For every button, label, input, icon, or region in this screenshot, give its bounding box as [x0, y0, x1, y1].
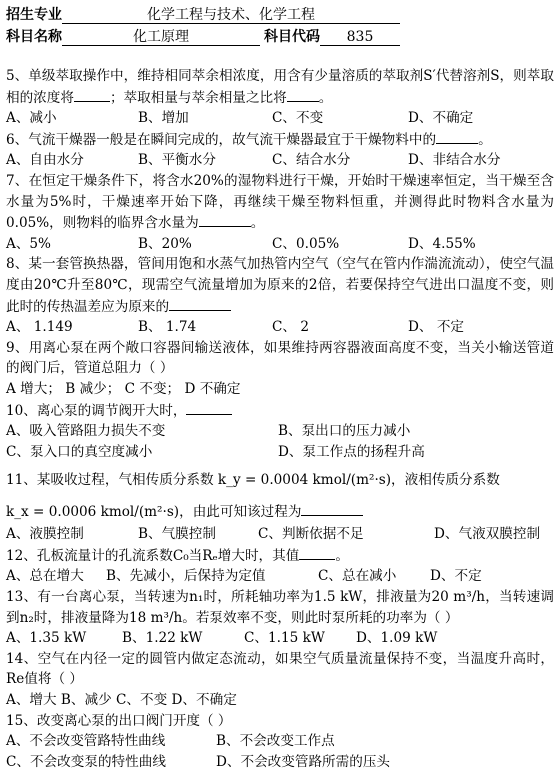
answer-blank [74, 87, 110, 102]
options-12: A、总在增大 B、先减小，后保持为定值 C、总在减小 D、不定 [6, 568, 482, 585]
code-label: 科目代码 [264, 29, 320, 45]
options-5: A、减小 B、增加 C、不变 D、不确定 [6, 110, 474, 127]
header-subject-row [6, 28, 400, 46]
options-11: A、液膜控制 B、气膜控制 C、判断依据不足 D、气液双膜控制 [6, 526, 541, 543]
question-9: 9、用离心泵在两个敞口容器间输送液体，如果维持两容器液面高度不变，当关小输送管道的阀门后，管道总阻力（ ） [6, 339, 554, 377]
question-13: 13、有一台离心泵，当转速为n₁时，所耗轴功率为1.5 kW，排液量为20 m³/h，当转速调到n₂时，排液量降为18 m³/h。若泵效率不变，则此时泵所耗的功率为（ ） [6, 589, 554, 626]
options-15-row1: A、不会改变管路特性曲线 B、不会改变工作点 [6, 733, 335, 750]
options-6: A、自由水分 B、平衡水分 C、结合水分 D、非结合水分 [6, 152, 501, 169]
code-value: 835 [320, 29, 400, 46]
major-label: 招生专业 [6, 7, 62, 23]
answer-blank [199, 212, 251, 227]
question-7: 7、在恒定干燥条件下，将含水20%的湿物料进行干燥，开始时干燥速率恒定，当干燥至含水量为5%时，干燥速率开始下降，再继续干燥至物料恒重，并测得此时物料含水量为0.05%，则物料的临界含水量为 。 [6, 172, 554, 232]
answer-blank [436, 129, 478, 144]
question-8: 8、某一套管换热器，管间用饱和水蒸气加热管内空气（空气在管内作湍流流动），使空气温度由20℃升至80℃，现需空气流量增加为原来的2倍，若要保持空气进出口温度不变，则此时的传热温差应为原来的 [6, 256, 554, 315]
answer-blank [186, 400, 232, 415]
question-15: 15、改变离心泵的出口阀门开度（ ） [6, 712, 232, 729]
options-14: A、增大 B、减少 C、不变 D、不确定 [6, 692, 237, 709]
answer-blank [287, 87, 319, 102]
options-9: A 增大； B 减少； C 不变； D 不确定 [6, 380, 241, 397]
options-8: A、 1.149 B、 1.74 C、 2 D、 不定 [6, 319, 465, 336]
question-list [6, 66, 554, 772]
options-13: A、1.35 kW B、1.22 kW C、1.15 kW D、1.09 kW [6, 630, 438, 647]
header-major-row [6, 6, 400, 24]
question-14: 14、空气在内径一定的圆管内做定态流动，如果空气质量流量保持不变，当温度升高时，Re值将（ ） [6, 650, 554, 688]
answer-blank [169, 296, 231, 311]
answer-blank [301, 501, 363, 516]
options-10-row2: C、泵入口的真空度减小 D、泵工作点的扬程升高 [6, 443, 425, 460]
question-12: 12、孔板流量计的孔流系数C₀当Rₑ增大时，其值 。 [6, 545, 554, 567]
options-10-row1: A、吸入管路阻力损失不变 B、泵出口的压力减小 [6, 423, 411, 440]
question-10: 10、离心泵的调节阀开大时， [6, 400, 554, 422]
options-15-row2: C、不会改变泵的特性曲线 D、不会改变管路所需的压头 [6, 753, 391, 770]
question-11-line2: k_x = 0.0006 kmol/(m²·s)，由此可知该过程为 [6, 500, 554, 524]
question-6: 6、气流干燥器一般是在瞬间完成的，故气流干燥器最宜于干燥物料中的 。 [6, 129, 554, 151]
answer-blank [299, 545, 335, 560]
options-7: A、5% B、20% C、0.05% D、4.55% [6, 235, 476, 252]
subject-label: 科目名称 [6, 29, 62, 45]
question-11: 11、某吸收过程，气相传质分系数 k_y = 0.0004 kmol/(m²·s)，液相传质分系数 [6, 472, 500, 489]
subject-value: 化工原理 [62, 29, 260, 46]
major-value: 化学工程与技术、化学工程 [62, 7, 400, 24]
question-5: 5、单级萃取操作中，维持相同萃余相浓度，用含有少量溶质的萃取剂S′代替溶剂S，则萃取相的浓度将 ；萃取相量与萃余相量之比将 。 [6, 68, 554, 106]
